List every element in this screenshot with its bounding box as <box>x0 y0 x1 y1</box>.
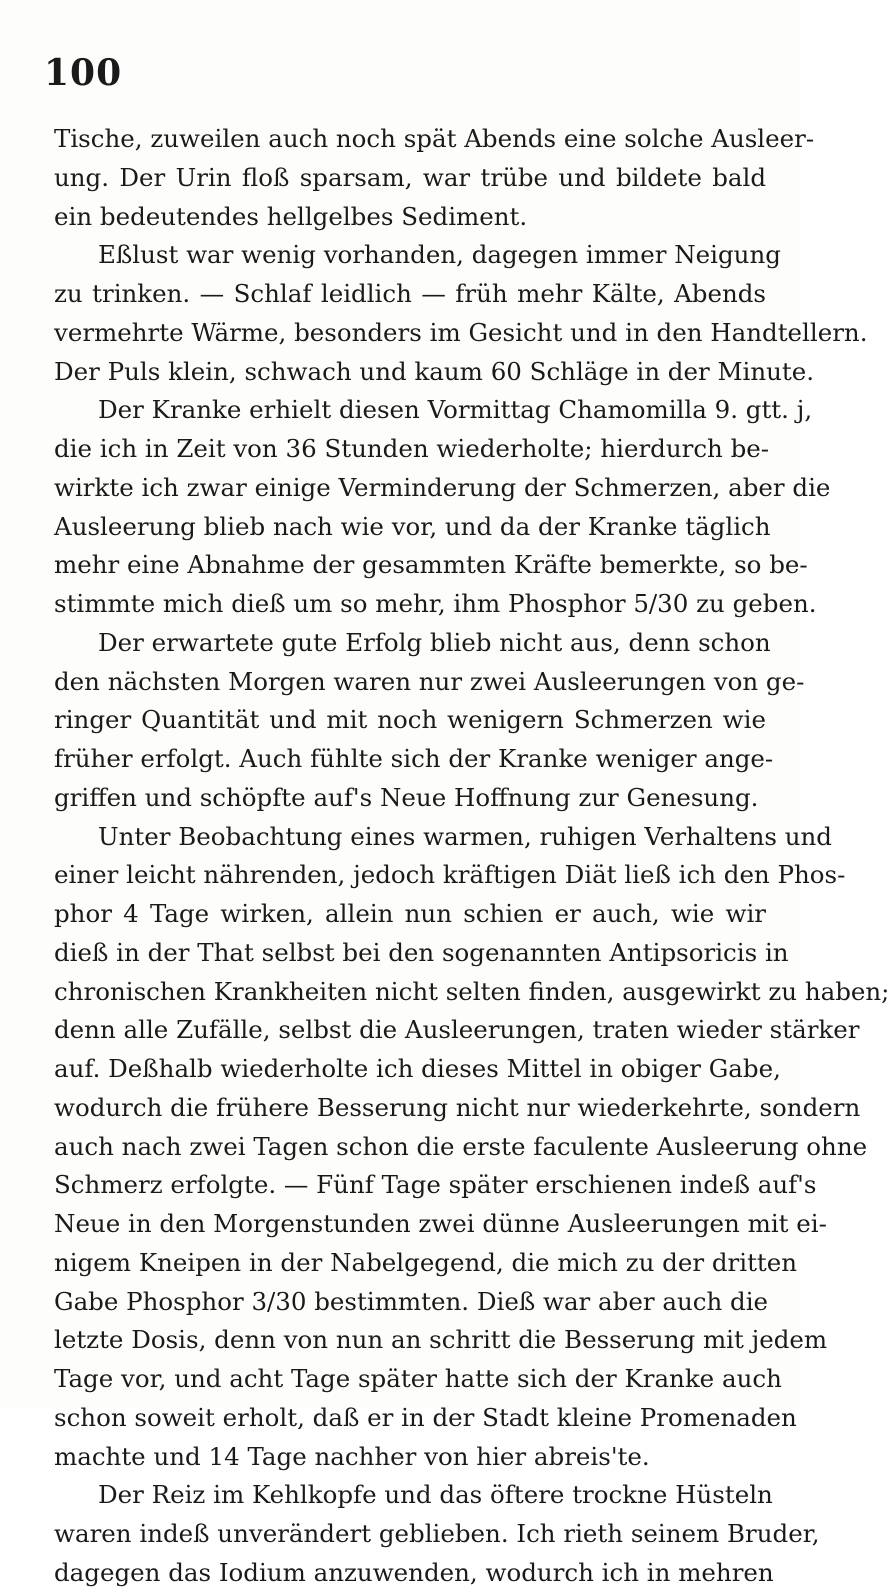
text-line: einer leicht nährenden, jedoch kräftigen Diät ließ ich den Phos- <box>54 860 846 890</box>
text-line: zu trinken. — Schlaf leidlich — früh mehr Kälte, Abends <box>54 279 766 308</box>
text-line: letzte Dosis, denn von nun an schritt die Besserung mit jedem <box>54 1325 828 1355</box>
text-line: wirkte ich zwar einige Verminderung der Schmerzen, aber die <box>54 472 831 502</box>
text-line: dagegen das Iodium anzuwenden, wodurch ich in mehren <box>54 1557 774 1587</box>
page-body-text <box>54 120 889 1593</box>
text-line: phor 4 Tage wirken, allein nun schien er auch, wie wir <box>54 899 766 928</box>
text-line: ringer Quantität und mit noch wenigern Schmerzen wie <box>54 705 766 735</box>
text-line: Ausleerung blieb nach wie vor, und da der Kranke täglich <box>54 511 771 541</box>
text-line: denn alle Zufälle, selbst die Ausleerungen, traten wieder stärker <box>54 1015 860 1045</box>
text-line: Der Reiz im Kehlkopfe und das öftere trockne Hüsteln <box>98 1480 773 1510</box>
text-line: wodurch die frühere Besserung nicht nur wiederkehrte, sondern <box>54 1092 861 1122</box>
page-number: 100 <box>44 52 123 94</box>
text-line: Schmerz erfolgte. — Fünf Tage später erschienen indeß auf's <box>54 1170 817 1200</box>
text-line: mehr eine Abnahme der gesammten Kräfte bemerkte, so be- <box>54 550 808 580</box>
text-line: waren indeß unverändert geblieben. Ich rieth seinem Bruder, <box>54 1519 820 1548</box>
text-line: vermehrte Wärme, besonders im Gesicht und in den Handtellern. <box>54 317 868 347</box>
text-line: ein bedeutendes hellgelbes Sediment. <box>54 201 528 231</box>
text-line: früher erfolgt. Auch fühlte sich der Kranke weniger ange- <box>54 744 774 773</box>
text-line: Tische, zuweilen auch noch spät Abends eine solche Ausleer- <box>54 124 815 153</box>
text-line: Neue in den Morgenstunden zwei dünne Ausleerungen mit ei- <box>54 1209 827 1238</box>
text-line: machte und 14 Tage nachher von hier abreis'te. <box>54 1441 650 1471</box>
text-line: Der erwartete gute Erfolg blieb nicht aus, denn schon <box>98 627 771 657</box>
text-line: nigem Kneipen in der Nabelgegend, die mich zu der dritten <box>54 1247 798 1277</box>
text-line: schon soweit erholt, daß er in der Stadt kleine Promenaden <box>54 1402 797 1432</box>
text-line: dieß in der That selbst bei den sogenannten Antipsoricis in <box>54 937 789 967</box>
text-line: griffen und schöpfte auf's Neue Hoffnung zur Genesung. <box>54 782 759 812</box>
text-line: Gabe Phosphor 3/30 bestimmten. Dieß war aber auch die <box>54 1286 769 1316</box>
text-line: Eßlust war wenig vorhanden, dagegen immer Neigung <box>98 240 781 270</box>
text-line: den nächsten Morgen waren nur zwei Ausleerungen von ge- <box>54 666 805 696</box>
text-line: auf. Deßhalb wiederholte ich dieses Mittel in obiger Gabe, <box>54 1054 781 1083</box>
text-line: Der Kranke erhielt diesen Vormittag Chamomilla 9. gtt. j, <box>98 395 813 425</box>
text-line: die ich in Zeit von 36 Stunden wiederholte; hierdurch be- <box>54 434 770 463</box>
text-line: ung. Der Urin floß sparsam, war trübe und bildete bald <box>54 162 766 192</box>
text-line: chronischen Krankheiten nicht selten finden, ausgewirkt zu haben; <box>54 976 889 1006</box>
text-line: auch nach zwei Tagen schon die erste faculente Ausleerung ohne <box>54 1131 868 1161</box>
text-line: Der Puls klein, schwach und kaum 60 Schläge in der Minute. <box>54 356 815 386</box>
text-line: Unter Beobachtung eines warmen, ruhigen Verhaltens und <box>98 821 832 851</box>
text-line: stimmte mich dieß um so mehr, ihm Phosphor 5/30 zu geben. <box>54 589 817 618</box>
text-line: Tage vor, und acht Tage später hatte sich der Kranke auch <box>54 1364 782 1393</box>
